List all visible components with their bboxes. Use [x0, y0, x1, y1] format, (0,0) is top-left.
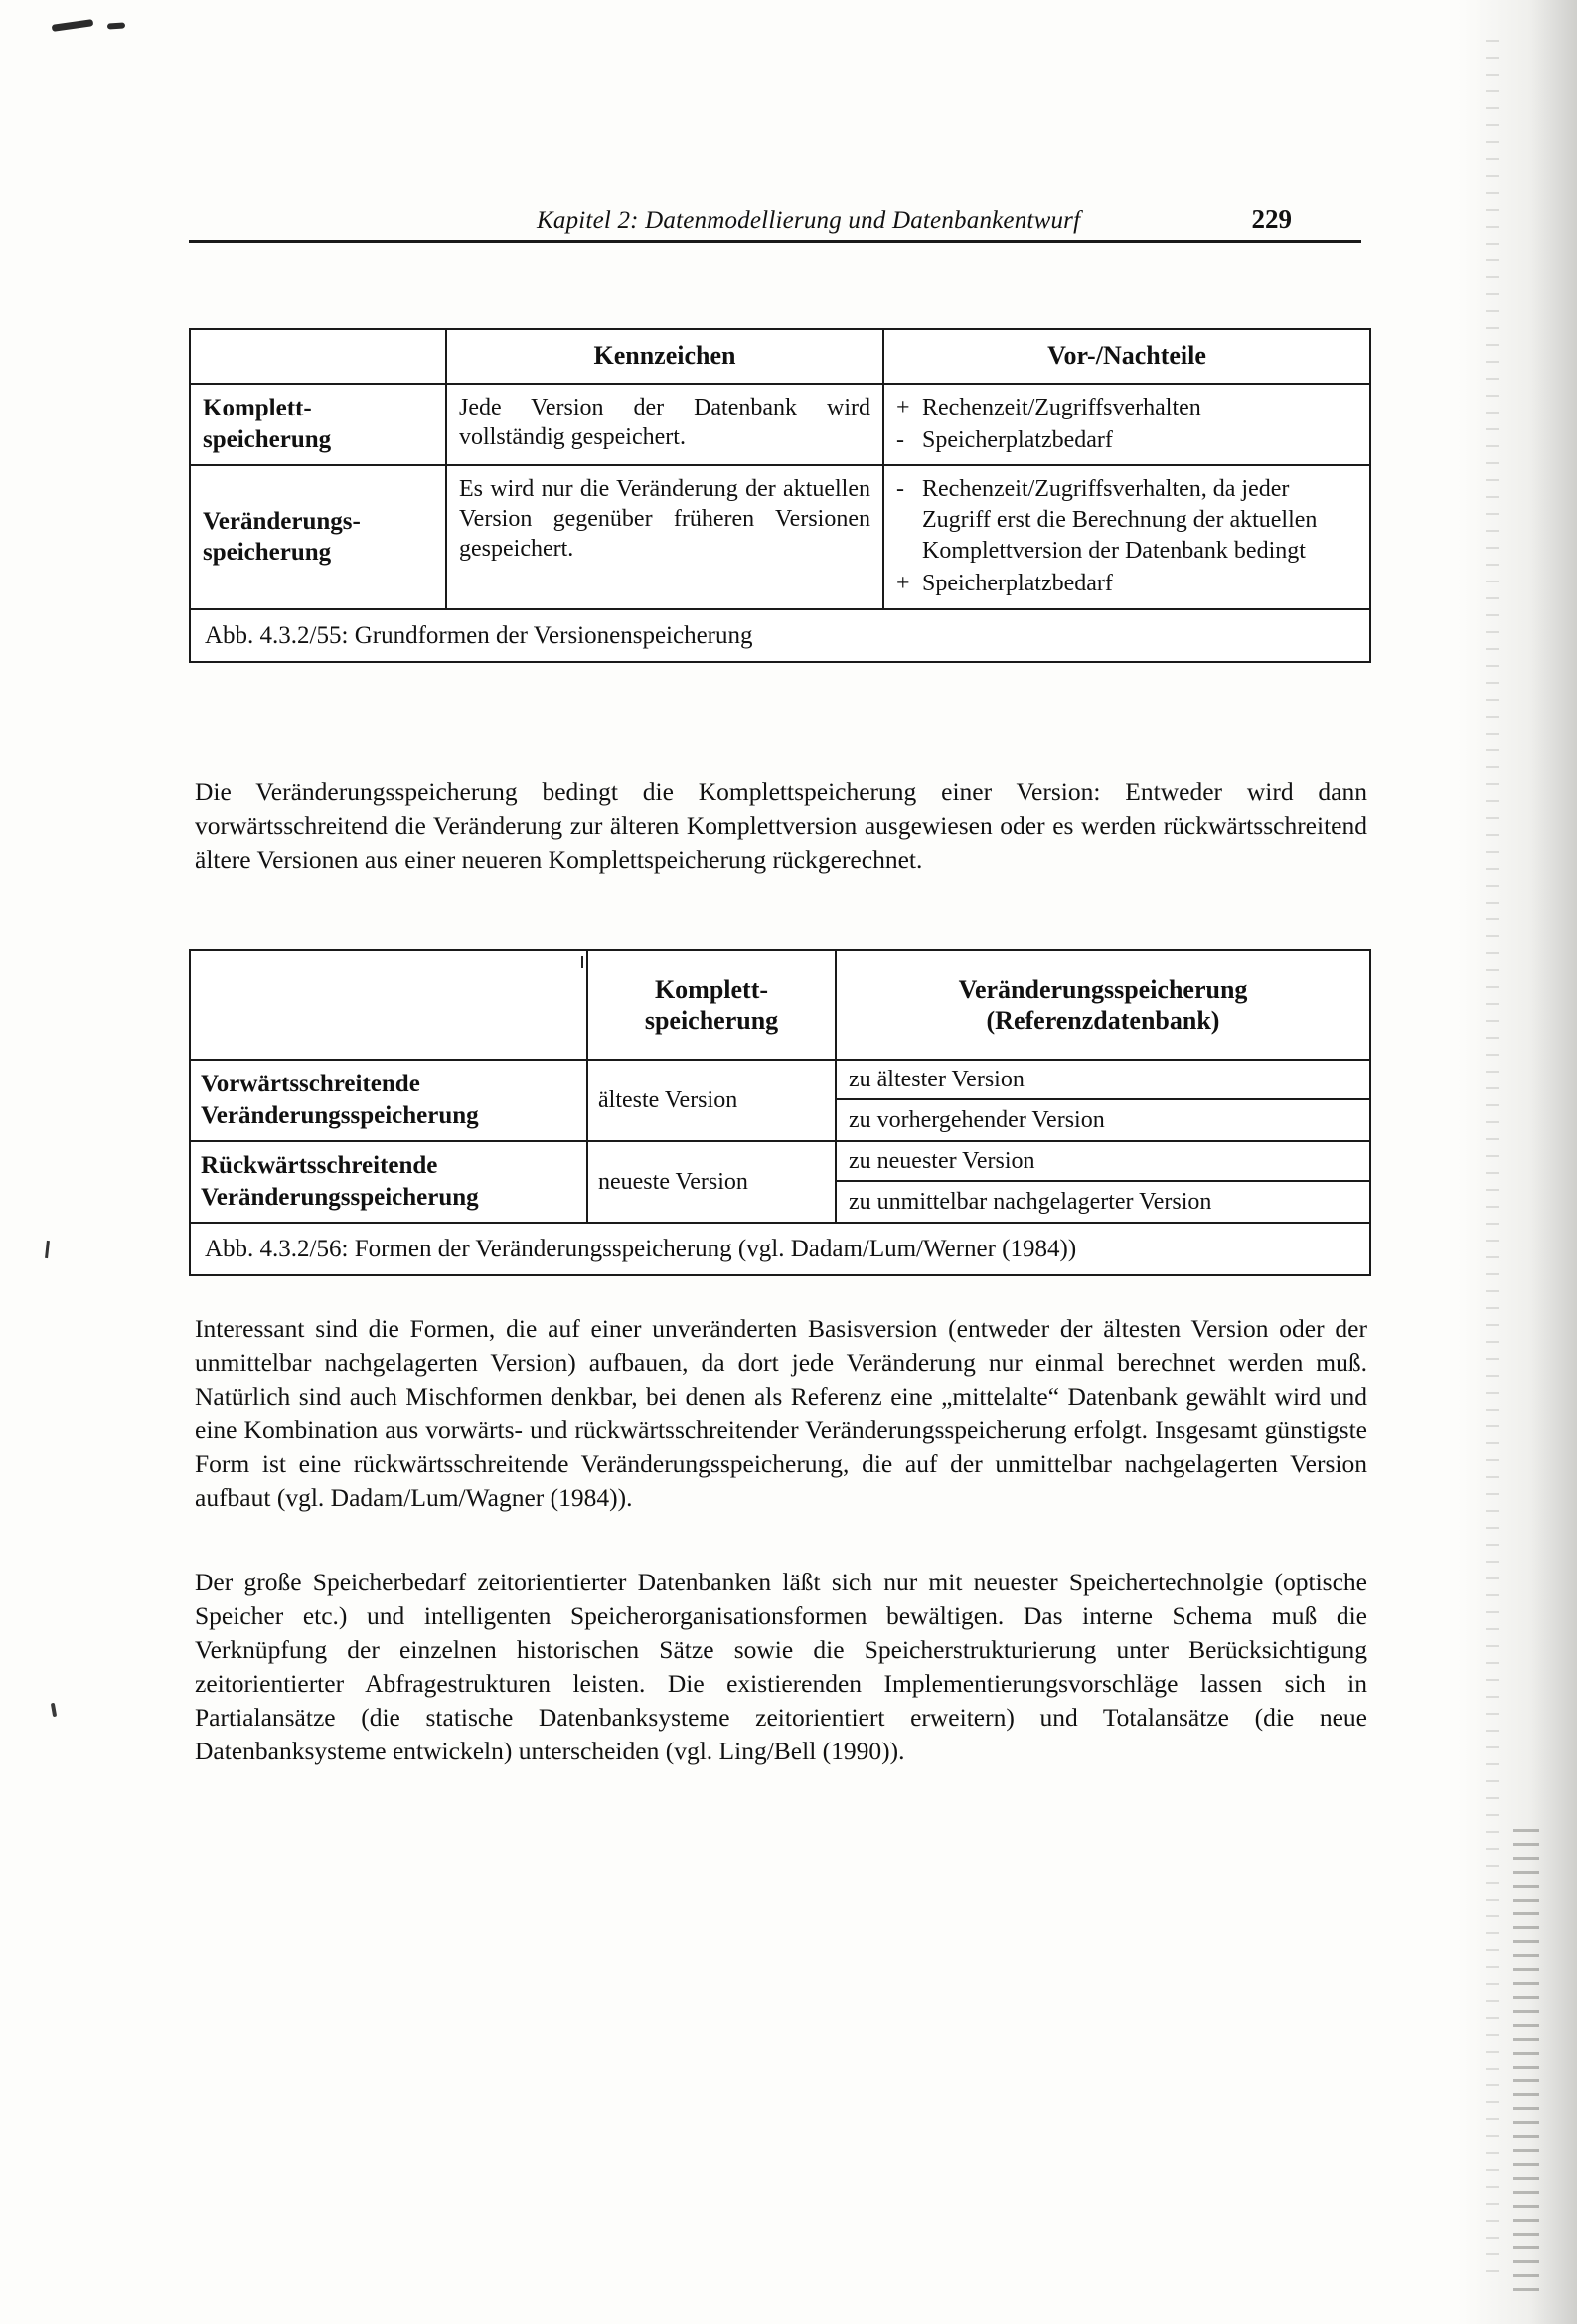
table2-caption-row: [191, 1224, 1369, 1274]
table1-row-label-veraenderungsspeicherung: [191, 466, 447, 608]
row-label-line2: speicherung: [203, 539, 332, 567]
table2-row-label-rueckwaerts: [191, 1142, 588, 1222]
table2-col3-line2: (Referenzdatenbank): [986, 1006, 1220, 1035]
table-grundformen-versionenspeicherung: [189, 328, 1371, 663]
pro-con-item: [896, 474, 1357, 568]
table2-komplett-vorwaerts: älteste Version: [588, 1061, 837, 1140]
table1-col-kennzeichen: Kennzeichen: [447, 330, 884, 383]
row-label-line1: Rückwärtsschreitende: [201, 1151, 438, 1179]
paragraph-2: Interessant sind die Formen, die auf einer unveränderten Basisversion (entweder der ältesten Version oder der unmittelbar nachgelagerten Version) aufbauen, da dort jede Veränderung nur einmal berechnet werden muß. Natürlich sind auch Mischformen denkbar, bei denen als Referenz eine „mittelalte“ Datenbank gewählt wird und eine Kombination aus vorwärts- und rückwärtsschreitender Veränderungsspeicherung erfolgt. Insgesamt günstigste Form ist eine rückwärtsschreitende Veränderungsspeicherung, die auf der unmittelbar nachgelagerten Version aufbaut (vgl. Dadam/Lum/Wagner (1984)).: [195, 1314, 1367, 1512]
pro-con-text: Rechenzeit/Zugriffsverhalten: [922, 394, 1201, 420]
table2-col2-line1: Komplett-: [654, 974, 769, 1004]
table-row: [191, 1061, 1369, 1142]
table2-col2-line2: speicherung: [644, 1006, 779, 1035]
pro-con-text: Speicherplatzbedarf: [922, 571, 1113, 597]
scan-artifact-dot: [51, 1703, 57, 1717]
pro-con-text: Speicherplatzbedarf: [922, 426, 1113, 453]
page-number: 229: [1251, 204, 1292, 234]
table2-col3-line1: Veränderungsspeicherung: [958, 974, 1248, 1004]
pro-con-sign: -: [896, 426, 904, 453]
paragraph-3: Der große Speicherbedarf zeitorientierter Datenbanken läßt sich nur mit neuester Speichertechnolgie (optische Speicher etc.) und intelligenten Speicherorganisationsformen bewältigen. Das interne Schema muß die Verknüpfung der einzelnen historischen Sätze sowie die Speicherstrukturierung unter Berücksichtigung zeitorientierter Abfragestrukturen leisten. Die existierenden Implementierungsvorschläge lassen sich in Partialansätze (die statische Datenbanksysteme zeitorientiert erweitern) und Totalansätze (die neue Datenbanksysteme entwickeln) unterscheiden (vgl. Ling/Bell (1990)).: [195, 1568, 1367, 1765]
pro-con-item: [896, 393, 1357, 423]
table2-veraenderung-vorwaerts: [837, 1061, 1369, 1140]
table-formen-veraenderungsspeicherung: [189, 949, 1371, 1276]
table2-col-komplettspeicherung: [588, 951, 837, 1059]
row-label-line1: Vorwärtsschreitende: [201, 1070, 420, 1097]
scan-artifact-mark: [45, 1241, 50, 1258]
figure-caption-4-3-2-55: Abb. 4.3.2/55: Grundformen der Versionenspeicherung: [205, 621, 753, 649]
pro-con-item: [896, 569, 1357, 599]
row-label-line1: Komplett-: [203, 395, 312, 422]
scan-binding-shadow: [1458, 0, 1577, 2324]
table-row: [191, 385, 1369, 466]
row-label-line2: Veränderungsspeicherung: [201, 1102, 479, 1129]
scan-artifact-corner: [52, 16, 141, 38]
header-rule: [189, 240, 1361, 243]
pro-con-item: [896, 425, 1357, 456]
row-label-line2: speicherung: [203, 425, 332, 453]
scan-artifact-dashes: [1486, 40, 1499, 2276]
table2-row-label-vorwaerts: [191, 1061, 588, 1140]
pro-con-sign: +: [896, 571, 910, 597]
table-header-row: [191, 330, 1369, 385]
table1-kennzeichen-veraenderungsspeicherung: Es wird nur die Veränderung der aktuellen Version gegenüber früheren Versionen gespeichert.: [447, 466, 884, 608]
pro-con-sign: -: [896, 475, 904, 502]
table-row: [191, 1142, 1369, 1224]
table1-vornachteile-veraenderungsspeicherung: [884, 466, 1369, 608]
row-label-line1: Veränderungs-: [203, 508, 361, 535]
table1-row-label-komplettspeicherung: [191, 385, 447, 464]
table2-veraenderung-option: zu ältester Version: [837, 1061, 1369, 1100]
table2-veraenderung-option: zu vorhergehender Version: [849, 1106, 1105, 1133]
table1-vornachteile-komplettspeicherung: [884, 385, 1369, 464]
table1-corner-cell: [191, 330, 447, 383]
running-title: Kapitel 2: Datenmodellierung und Datenbankentwurf: [537, 207, 1081, 234]
table2-komplett-rueckwaerts: neueste Version: [588, 1142, 837, 1222]
table-header-row: [191, 951, 1369, 1061]
running-head: [189, 204, 1361, 243]
scan-artifact-dashes-lower: [1513, 1829, 1539, 2296]
table2-col-veraenderungsspeicherung: [837, 951, 1369, 1059]
pro-con-text: Rechenzeit/Zugriffsverhalten, da jeder Zugriff erst die Berechnung der aktuellen Komplettversion der Datenbank bedingt: [922, 475, 1318, 565]
table2-veraenderung-rueckwaerts: [837, 1142, 1369, 1222]
table1-kennzeichen-komplettspeicherung: Jede Version der Datenbank wird vollständig gespeichert.: [447, 385, 884, 464]
paragraph-1: Die Veränderungsspeicherung bedingt die Komplettspeicherung einer Version: Entweder wird dann vorwärtsschreitend die Veränderung zur älteren Komplettversion ausgewiesen oder es werden rückwärtsschreitend ältere Versionen aus einer neueren Komplettspeicherung rückgerechnet.: [195, 777, 1367, 874]
table2-veraenderung-option: zu unmittelbar nachgelagerter Version: [849, 1188, 1212, 1215]
table-row: [191, 466, 1369, 610]
table2-corner-cell: [191, 951, 588, 1059]
table1-caption-row: [191, 610, 1369, 661]
row-label-line2: Veränderungsspeicherung: [201, 1184, 479, 1211]
pro-con-sign: +: [896, 394, 910, 420]
table2-veraenderung-option: zu neuester Version: [837, 1142, 1369, 1182]
scan-artifact-tick: [581, 956, 583, 968]
figure-caption-4-3-2-56: Abb. 4.3.2/56: Formen der Veränderungsspeicherung (vgl. Dadam/Lum/Werner (1984)): [205, 1236, 1077, 1262]
table1-col-vor-nachteile: Vor-/Nachteile: [1047, 341, 1206, 370]
